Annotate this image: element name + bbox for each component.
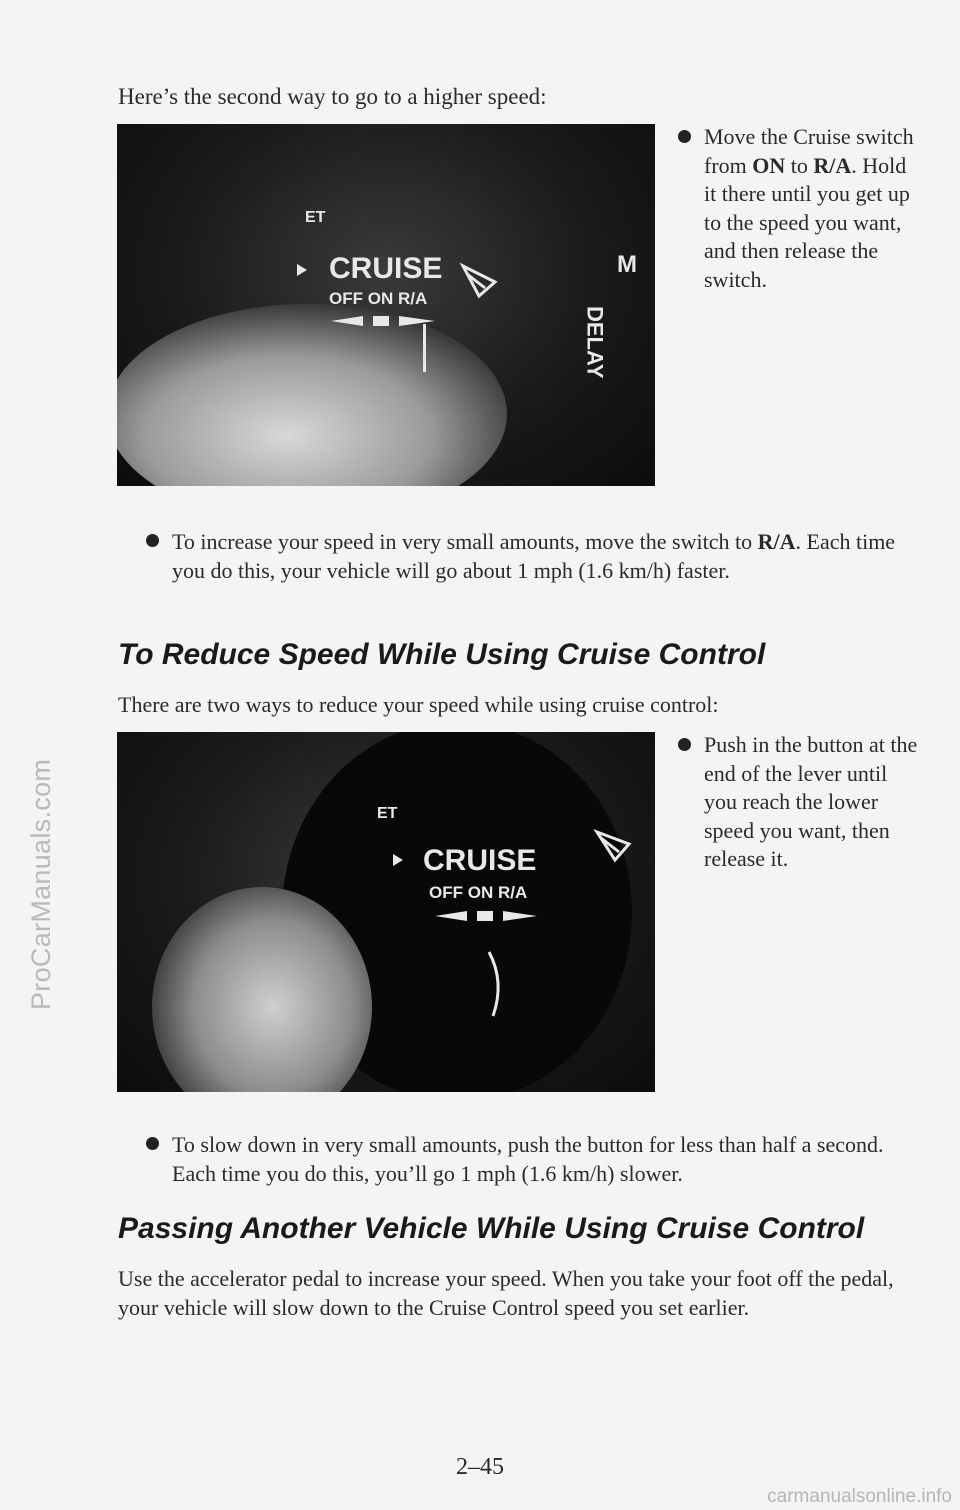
delay-label: DELAY bbox=[582, 306, 608, 379]
bullet-slow-small bbox=[172, 1130, 932, 1188]
pointer-arrow-icon bbox=[297, 264, 307, 276]
bullet-dot-icon bbox=[678, 738, 691, 751]
bullet-push-button bbox=[704, 731, 919, 874]
lever-letter-m: M bbox=[617, 251, 637, 278]
thumb-shape bbox=[117, 304, 507, 486]
bullet-text: . Each time you do this, your vehicle will go about 1 mph (1.6 km/h) faster. bbox=[172, 529, 896, 583]
bullet-move-switch bbox=[704, 123, 919, 294]
bullet-dot-icon bbox=[146, 1137, 159, 1150]
side-watermark: ProCarManuals.com bbox=[26, 758, 56, 1010]
page-number: 2–45 bbox=[456, 1454, 504, 1480]
bullet-increase-small bbox=[172, 527, 932, 585]
center-block-icon bbox=[373, 316, 389, 326]
wiper-icon bbox=[463, 266, 495, 296]
cruise-positions: OFF ON R/A bbox=[329, 289, 428, 308]
cruise-lever-photo-2 bbox=[117, 732, 655, 1092]
cruise-lever-illustration-1 bbox=[117, 124, 655, 486]
cruise-lever-illustration-2 bbox=[117, 732, 655, 1092]
cruise-positions: OFF ON R/A bbox=[429, 883, 528, 902]
bottom-watermark: carmanualsonline.info bbox=[767, 1486, 952, 1507]
heading-passing: Passing Another Vehicle While Using Cruise Control bbox=[118, 1212, 865, 1245]
cruise-label: CRUISE bbox=[423, 844, 537, 877]
bullet-dot-icon bbox=[146, 534, 159, 547]
cruise-lever-photo-1 bbox=[117, 124, 655, 486]
bullet-text: To slow down in very small amounts, push the button for less than half a second. Each time you do this, you’ll go 1 mph (1.6 km/h) slower. bbox=[172, 1132, 884, 1186]
lever-letters-left: ET bbox=[305, 209, 326, 226]
center-block-icon bbox=[477, 911, 493, 921]
lever-letters-left: ET bbox=[377, 805, 398, 822]
bold-term: R/A bbox=[813, 152, 852, 178]
intro-reduce-speed: There are two ways to reduce your speed while using cruise control: bbox=[118, 692, 719, 717]
cruise-label: CRUISE bbox=[329, 252, 443, 285]
bullet-dot-icon bbox=[678, 130, 691, 143]
bold-term: ON bbox=[752, 152, 786, 178]
bullet-text: Push in the button at the end of the lever until you reach the lower speed you want, then release it. bbox=[704, 732, 918, 871]
bullet-text: To increase your speed in very small amounts, move the switch to bbox=[172, 529, 758, 554]
heading-reduce-speed: To Reduce Speed While Using Cruise Control bbox=[118, 638, 766, 671]
lever-line bbox=[423, 324, 426, 372]
bullet-text: Move the Cruise switch from bbox=[704, 124, 914, 178]
bold-term: R/A bbox=[757, 529, 796, 554]
para-passing: Use the accelerator pedal to increase your speed. When you take your foot off the pedal, your vehicle will slow down to the Cruise Control speed you set earlier. bbox=[118, 1266, 894, 1320]
bullet-text: to bbox=[785, 152, 814, 178]
bullet-text: . Hold it there until you get up to the speed you want, and then release the switch. bbox=[704, 152, 910, 292]
intro-higher-speed: Here’s the second way to go to a higher speed: bbox=[118, 84, 547, 109]
